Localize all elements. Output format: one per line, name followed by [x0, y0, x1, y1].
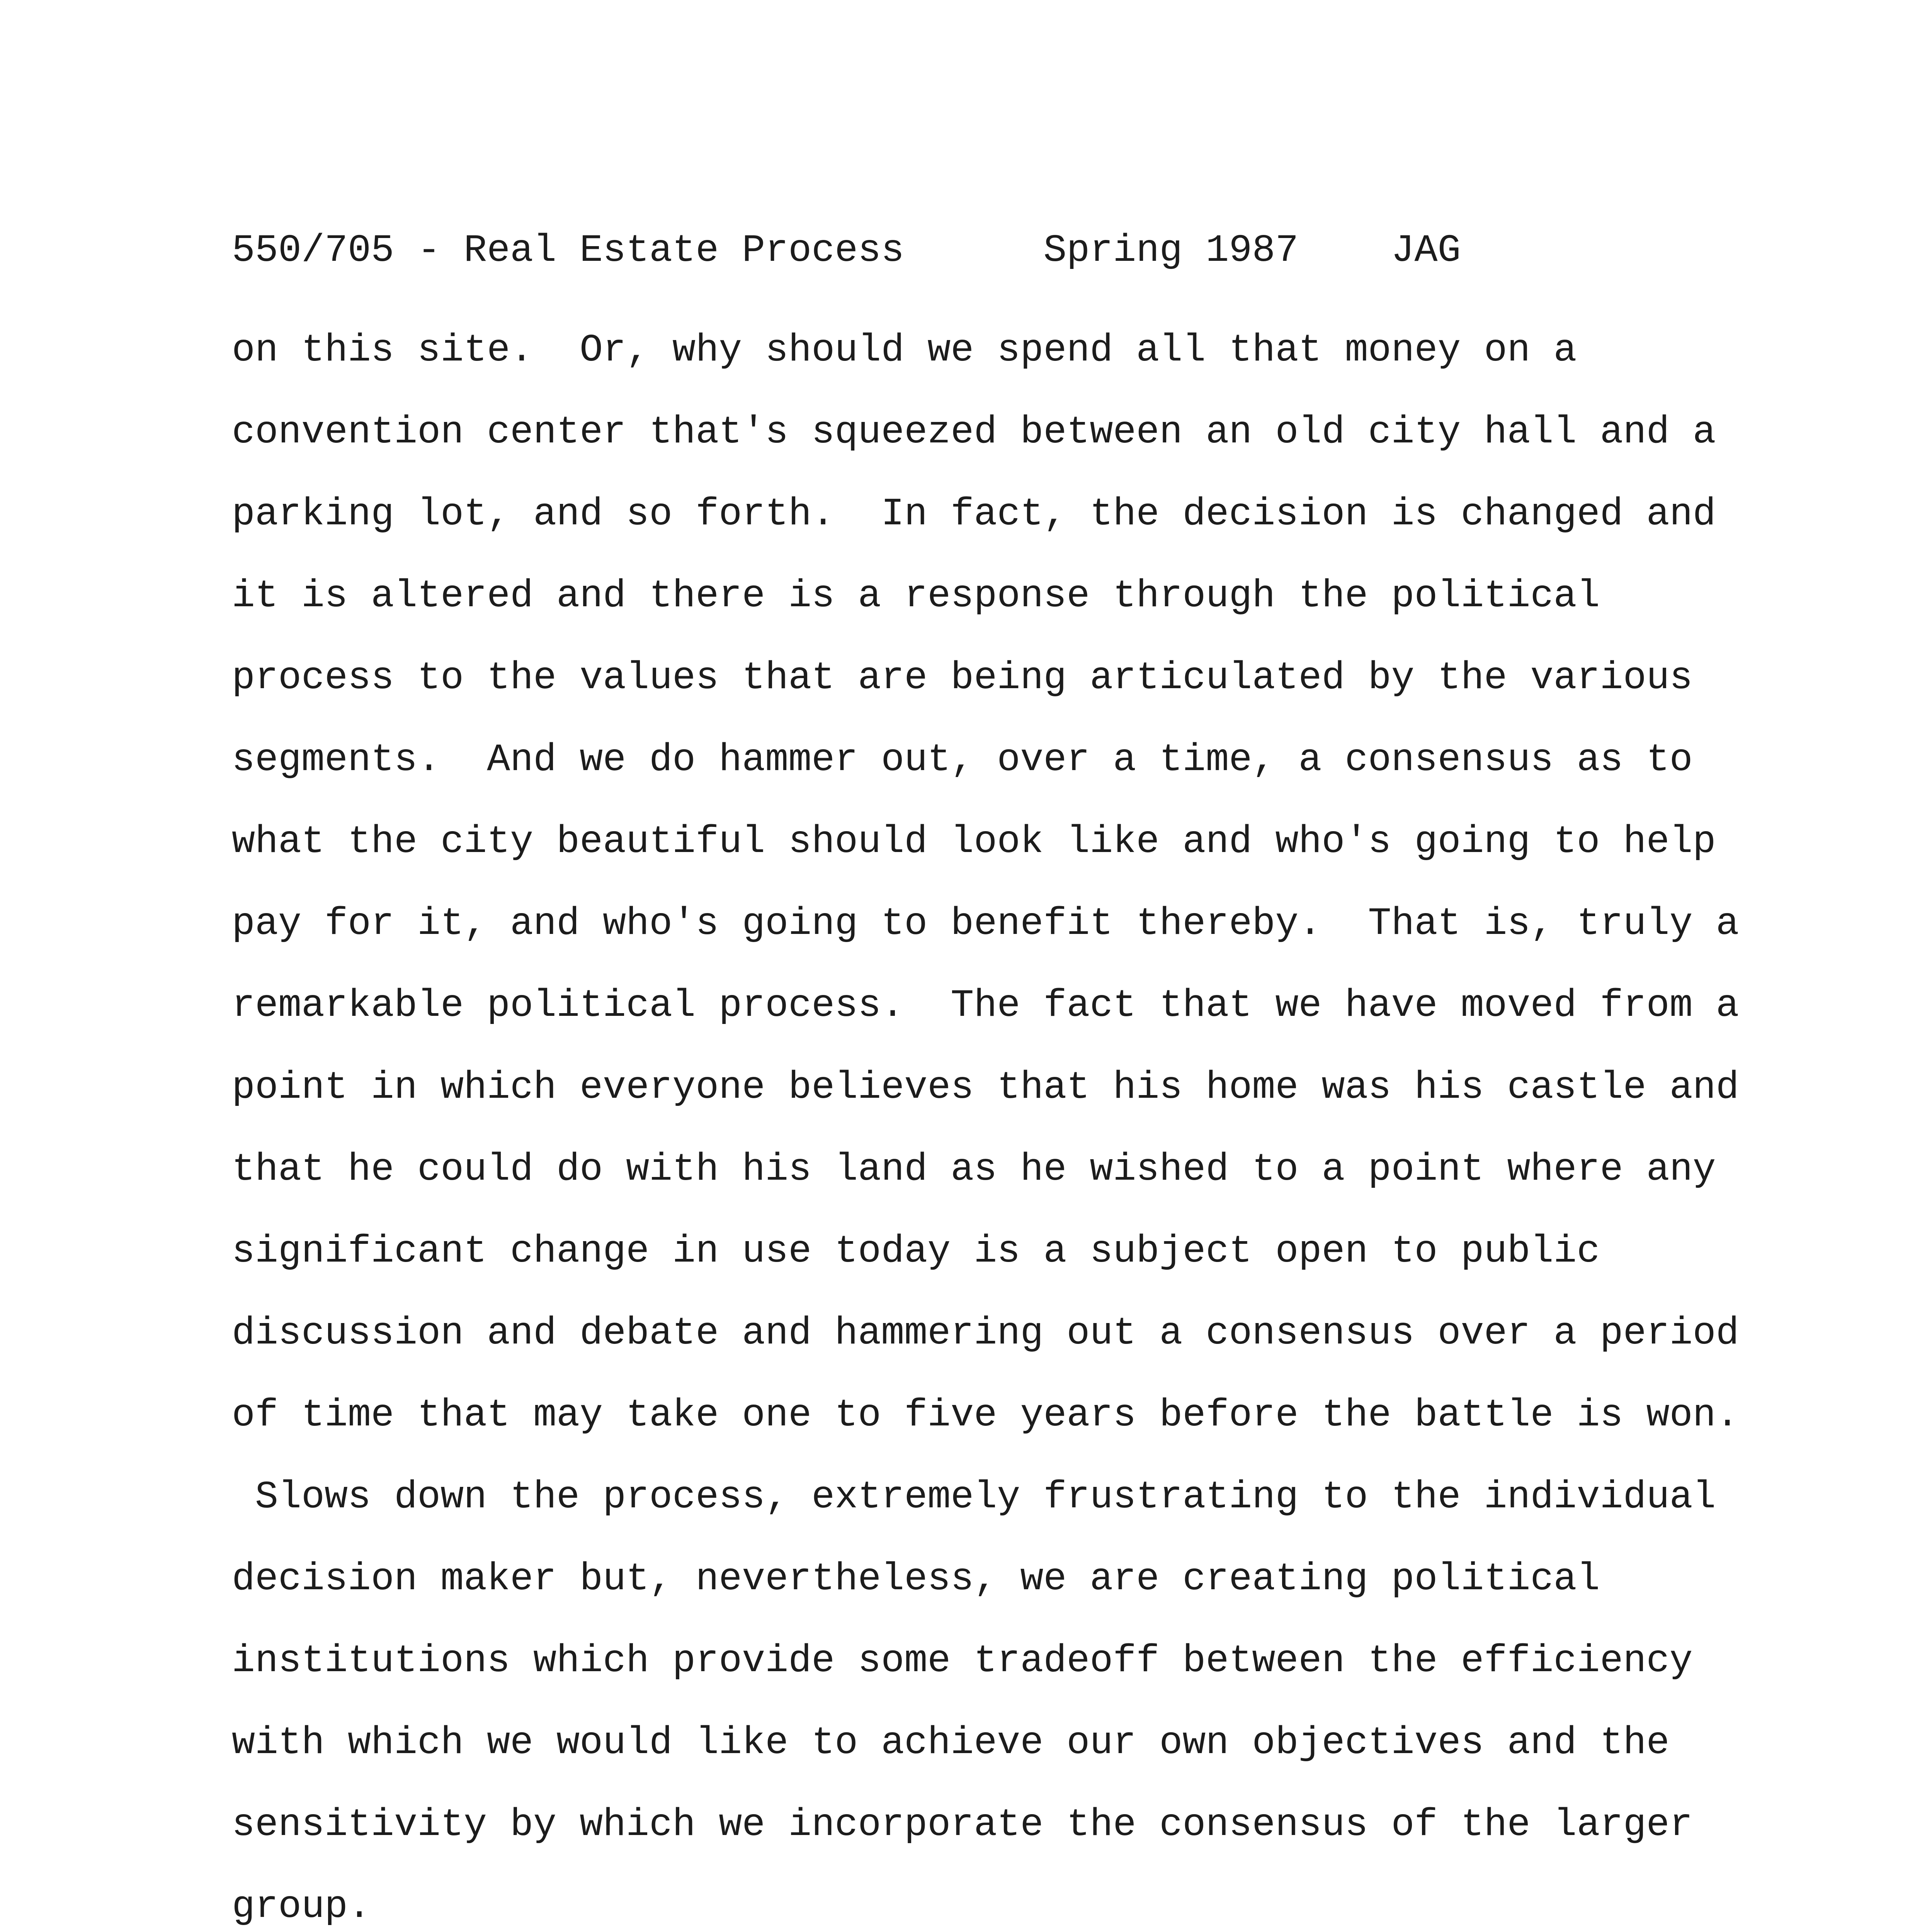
text-line: Slows down the process, extremely frustrating to the individual [232, 1476, 1716, 1519]
text-line: discussion and debate and hammering out a consensus over a period [232, 1312, 1739, 1355]
text-line: pay for it, and who's going to benefit thereby. That is, truly a [232, 902, 1739, 946]
body-text [232, 310, 1777, 1932]
text-line: group. [232, 1885, 371, 1929]
text-line: of time that may take one to five years before the battle is won. [232, 1394, 1739, 1437]
text-line: convention center that's squeezed between an old city hall and a [232, 411, 1716, 454]
text-line: remarkable political process. The fact that we have moved from a [232, 984, 1739, 1028]
text-line: decision maker but, nevertheless, we are creating political [232, 1558, 1600, 1601]
text-line: what the city beautiful should look like and who's going to help [232, 820, 1716, 864]
text-line: segments. And we do hammer out, over a time, a consensus as to [232, 738, 1693, 782]
text-line: parking lot, and so forth. In fact, the decision is changed and [232, 493, 1716, 536]
text-line: point in which everyone believes that his home was his castle and [232, 1066, 1739, 1110]
text-line: on this site. Or, why should we spend all that money on a [232, 329, 1577, 372]
text-line: with which we would like to achieve our own objectives and the [232, 1721, 1670, 1765]
text-line: sensitivity by which we incorporate the consensus of the larger [232, 1803, 1693, 1847]
text-line: institutions which provide some tradeoff between the efficiency [232, 1639, 1693, 1683]
running-header: 550/705 - Real Estate Process Spring 1987 JAG [232, 229, 1461, 273]
text-line: process to the values that are being articulated by the various [232, 656, 1693, 700]
text-line: that he could do with his land as he wished to a point where any [232, 1148, 1716, 1192]
text-line: it is altered and there is a response through the political [232, 575, 1600, 618]
text-line: significant change in use today is a subject open to public [232, 1230, 1600, 1274]
